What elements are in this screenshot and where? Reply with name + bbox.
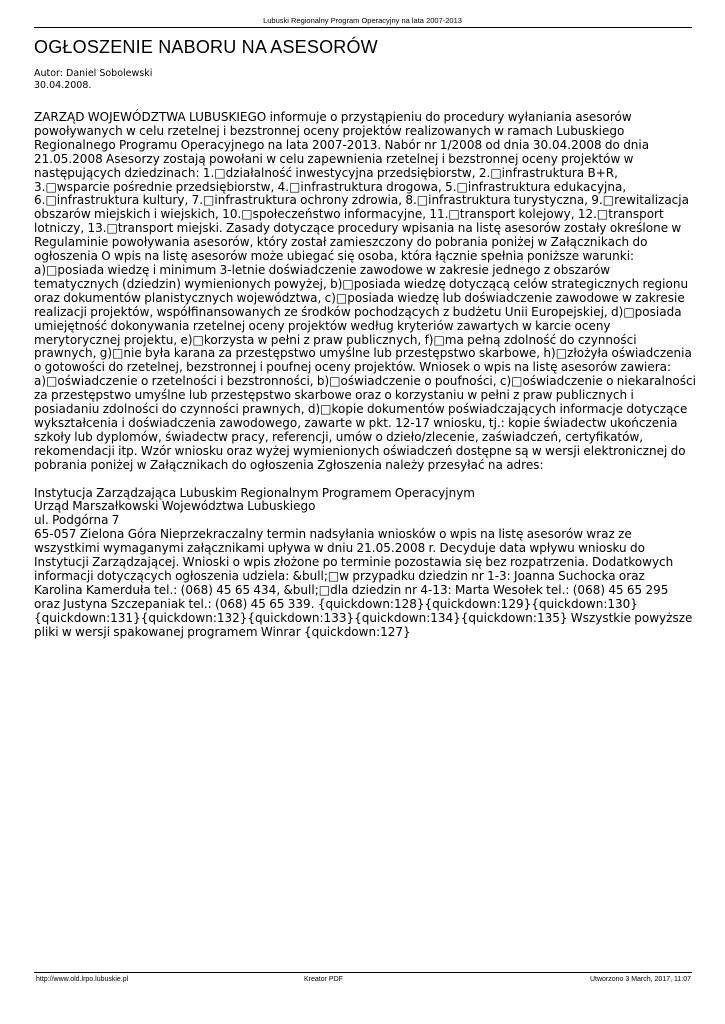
footer-divider [34, 972, 692, 973]
running-header: Lubuski Regionalny Program Operacyjny na lata 2007-2013 [263, 16, 462, 25]
body-main-paragraph: ZARZĄD WOJEWÓDZTWA LUBUSKIEGO informuje o przystąpieniu do procedury wyłaniania asesorów powoływanych w celu rzetelnej i bezstronnej oceny projektów realizowanych w ramach Lubuskiego Regionalnego Programu Operacyjnego na lata 2007-2013. Nabór nr 1/2008 od dnia 30.04.2008 do dnia 21.05.2008 Asesorzy zostają powołani w celu zapewnienia rzetelnej i bezstronnej oceny projektów w następujących dziedzinach: 1.□działalność inwestycyjna przedsiębiorstw, 2.□infrastruktura B+R, 3.□wsparcie pośrednie przedsiębiorstw, 4.□infrastruktura drogowa, 5.□infrastruktura edukacyjna, 6.□infrastruktura kultury, 7.□infrastruktura ochrony zdrowia, 8.□infrastruktura turystyczna, 9.□rewitalizacja obszarów miejskich i wiejskich, 10.□społeczeństwo informacyjne, 11.□transport kolejowy, 12.□transport lotniczy, 13.□transport miejski. Zasady dotyczące procedury wpisania na listę asesorów zostały określone w Regulaminie powoływania asesorów, który został zamieszczony do pobrania poniżej w Załącznikach do ogłoszenia O wpis na listę asesorów może ubiegać się osoba, która łącznie spełnia poniższe warunki: a)□posiada wiedzę i minimum 3-letnie doświadczenie zawodowe w zakresie jednego z obszarów tematycznych (dziedzin) wymienionych powyżej, b)□posiada wiedzę dotyczącą celów strategicznych regionu oraz dokumentów planistycznych województwa, c)□posiada wiedzę lub doświadczenie zawodowe w zakresie realizacji projektów, współfinansowanych ze środków pochodzących z budżetu Unii Europejskiej, d)□posiada umiejętność dokonywania rzetelnej oceny projektów według kryteriów zawartych w karcie oceny merytorycznej projektu, e)□korzysta w pełni z praw publicznych, f)□ma pełną zdolność do czynności prawnych, g)□nie była karana za przestępstwo umyślne lub przestępstwo skarbowe, h)□złożyła oświadczenia o gotowości do rzetelnej, bezstronnej i poufnej oceny projektów. Wniosek o wpis na listę asesorów zawiera: a)□oświadczenie o rzetelności i bezstronności, b)□oświadczenie o poufności, c)□oświadczenie o niekaralności za przestępstwo umyślne lub przestępstwo skarbowe oraz o korzystaniu w pełni z praw publicznych i posiadaniu zdolności do czynności prawnych, d)□kopie dokumentów poświadczających informacje dotyczące wykształcenia i doświadczenia zawodowego, zawarte w pkt. 12-17 wniosku, tj.: kopie świadectw ukończenia szkoły lub dyplomów, świadectw pracy, referencji, umów o dzieło/zlecenie, zaświadczeń, certyfikatów, rekomendacji itp. Wzór wniosku oraz wyżej wymienionych oświadczeń dostępne są w wersji elektronicznej do pobrania poniżej w Załącznikach do ogłoszenia Zgłoszenia należy przesyłać na adres: [34, 110, 696, 472]
author-line: Autor: Daniel Sobolewski [34, 68, 153, 79]
page-title: OGŁOSZENIE NABORU NA ASESORÓW [34, 37, 378, 57]
body-closing-paragraph: 65-057 Zielona Góra Nieprzekraczalny termin nadsyłania wniosków o wpis na listę asesorów wraz ze wszystkimi wymaganymi załącznikami upływa w dniu 21.05.2008 r. Decyduje data wpływu wniosku do Instytucji Zarządzającej. Wnioski o wpis złożone po terminie pozostawia się bez rozpatrzenia. Dodatkowych informacji dotyczących ogłoszenia udziela: &bull;□w przypadku dziedzin nr 1-3: Joanna Suchocka oraz Karolina Kamerduła tel.: (068) 45 65 434, &bull;□dla dziedzin nr 4-13: Marta Wesołek tel.: (068) 45 65 295 oraz Justyna Szczepaniak tel.: (068) 45 65 339. {quickdown:128}{quickdown:129}{quickdown:130}{quickdown:131}{quickdown:132}{quickdown:133}{quickdown:134}{quickdown:135} Wszystkie powyższe pliki w wersji spakowanej programem Winrar {quickdown:127} [34, 527, 693, 639]
footer-generator: Kreator PDF [304, 976, 343, 983]
article-meta [34, 68, 152, 92]
address-line-1: Instytucja Zarządzająca Lubuskim Regionalnym Programem Operacyjnym [34, 485, 475, 500]
footer-created: Utworzono 3 March, 2017, 11:07 [589, 976, 691, 983]
header-divider [34, 27, 692, 28]
date-line: 30.04.2008. [34, 80, 92, 91]
address-line-2: Urząd Marszałkowski Województwa Lubuskiego [34, 499, 316, 514]
paragraph-gap [34, 473, 696, 487]
footer-url: http://www.old.lrpo.lubuskie.pl [36, 976, 129, 983]
article-body [34, 111, 696, 640]
address-line-3: ul. Podgórna 7 [34, 513, 120, 528]
